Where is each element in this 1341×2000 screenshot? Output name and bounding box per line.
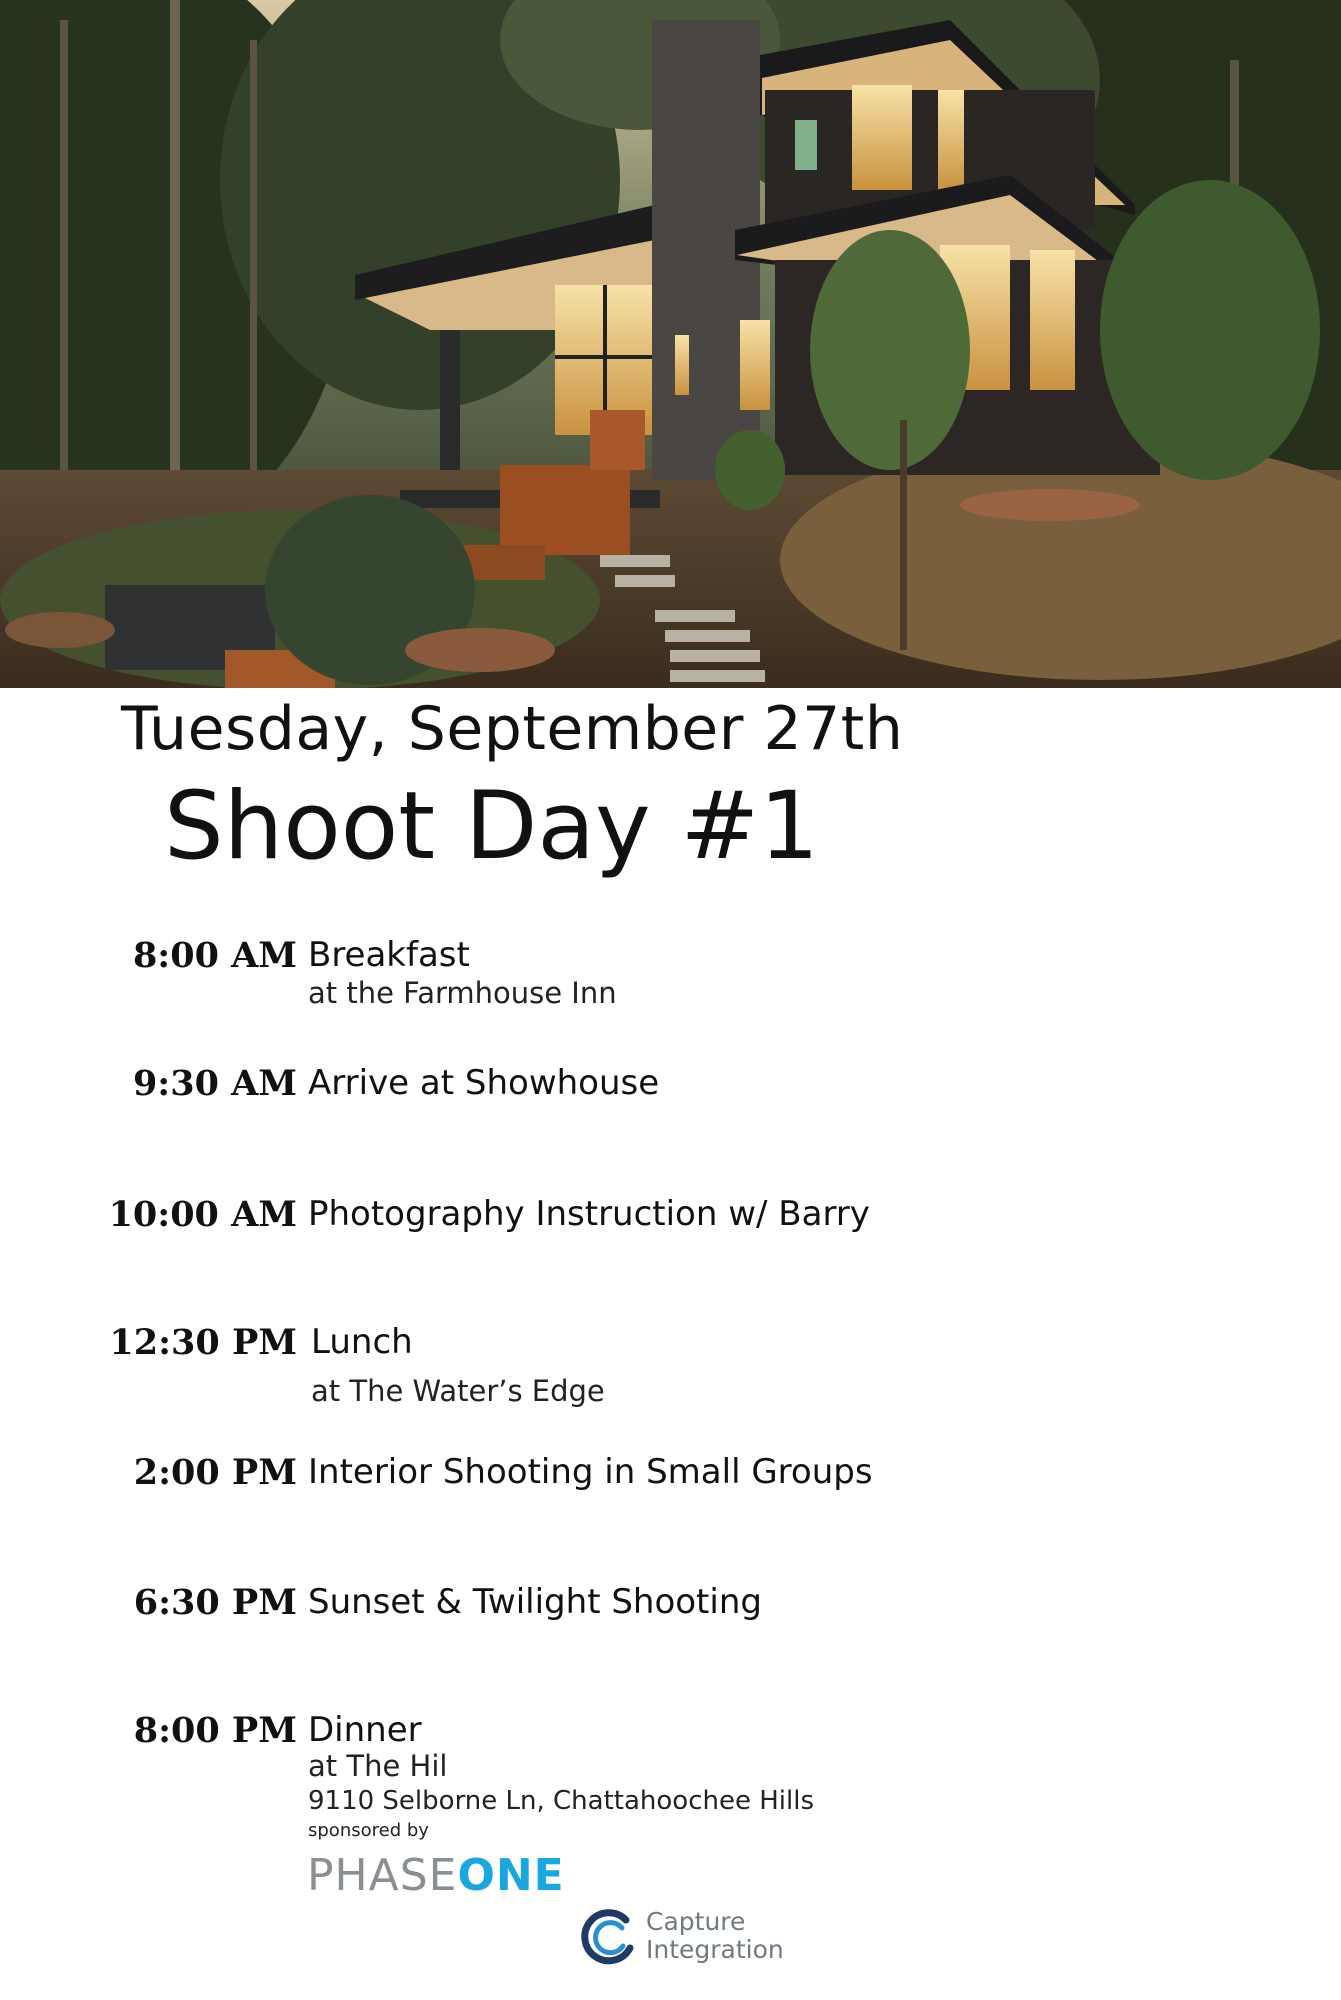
schedule-event: Dinner xyxy=(308,1710,422,1750)
schedule-event: Interior Shooting in Small Groups xyxy=(308,1452,873,1492)
schedule-event: Lunch xyxy=(311,1322,413,1362)
schedule-time: 9:30 AM xyxy=(132,1063,297,1104)
capture-integration-logo xyxy=(578,1906,798,1970)
schedule-time: 6:30 PM xyxy=(133,1582,297,1623)
schedule-event: Photography Instruction w/ Barry xyxy=(308,1194,870,1234)
capture-integration-icon xyxy=(578,1908,638,1968)
page-title: Shoot Day #1 xyxy=(164,772,820,881)
schedule-detail: at the Farmhouse Inn xyxy=(308,976,617,1010)
schedule-time: 8:00 PM xyxy=(133,1710,297,1751)
schedule-event: Breakfast xyxy=(308,935,470,975)
schedule-detail: at The Hil xyxy=(308,1749,448,1783)
house-photo-illustration xyxy=(0,0,1341,688)
capture-integration-wordmark xyxy=(646,1908,784,1964)
venue-address: 9110 Selborne Ln, Chattahoochee Hills xyxy=(308,1786,815,1816)
phase-one-logo-one: ONE xyxy=(457,1850,565,1901)
schedule-time: 10:00 AM xyxy=(108,1194,297,1235)
event-date: Tuesday, September 27th xyxy=(121,694,904,764)
schedule-event: Arrive at Showhouse xyxy=(308,1063,660,1103)
sponsored-by-label: sponsored by xyxy=(308,1820,429,1841)
hero-photo xyxy=(0,0,1341,688)
schedule-time: 2:00 PM xyxy=(133,1452,297,1493)
schedule-time: 8:00 AM xyxy=(132,935,297,976)
schedule-time: 12:30 PM xyxy=(109,1322,297,1363)
phase-one-logo xyxy=(307,1850,565,1901)
phase-one-logo-phase: PHASE xyxy=(307,1850,458,1901)
schedule-detail: at The Water’s Edge xyxy=(311,1374,605,1408)
capture-integration-line1: Capture xyxy=(646,1907,746,1936)
schedule-event: Sunset & Twilight Shooting xyxy=(308,1582,762,1622)
capture-integration-line2: Integration xyxy=(646,1935,784,1964)
